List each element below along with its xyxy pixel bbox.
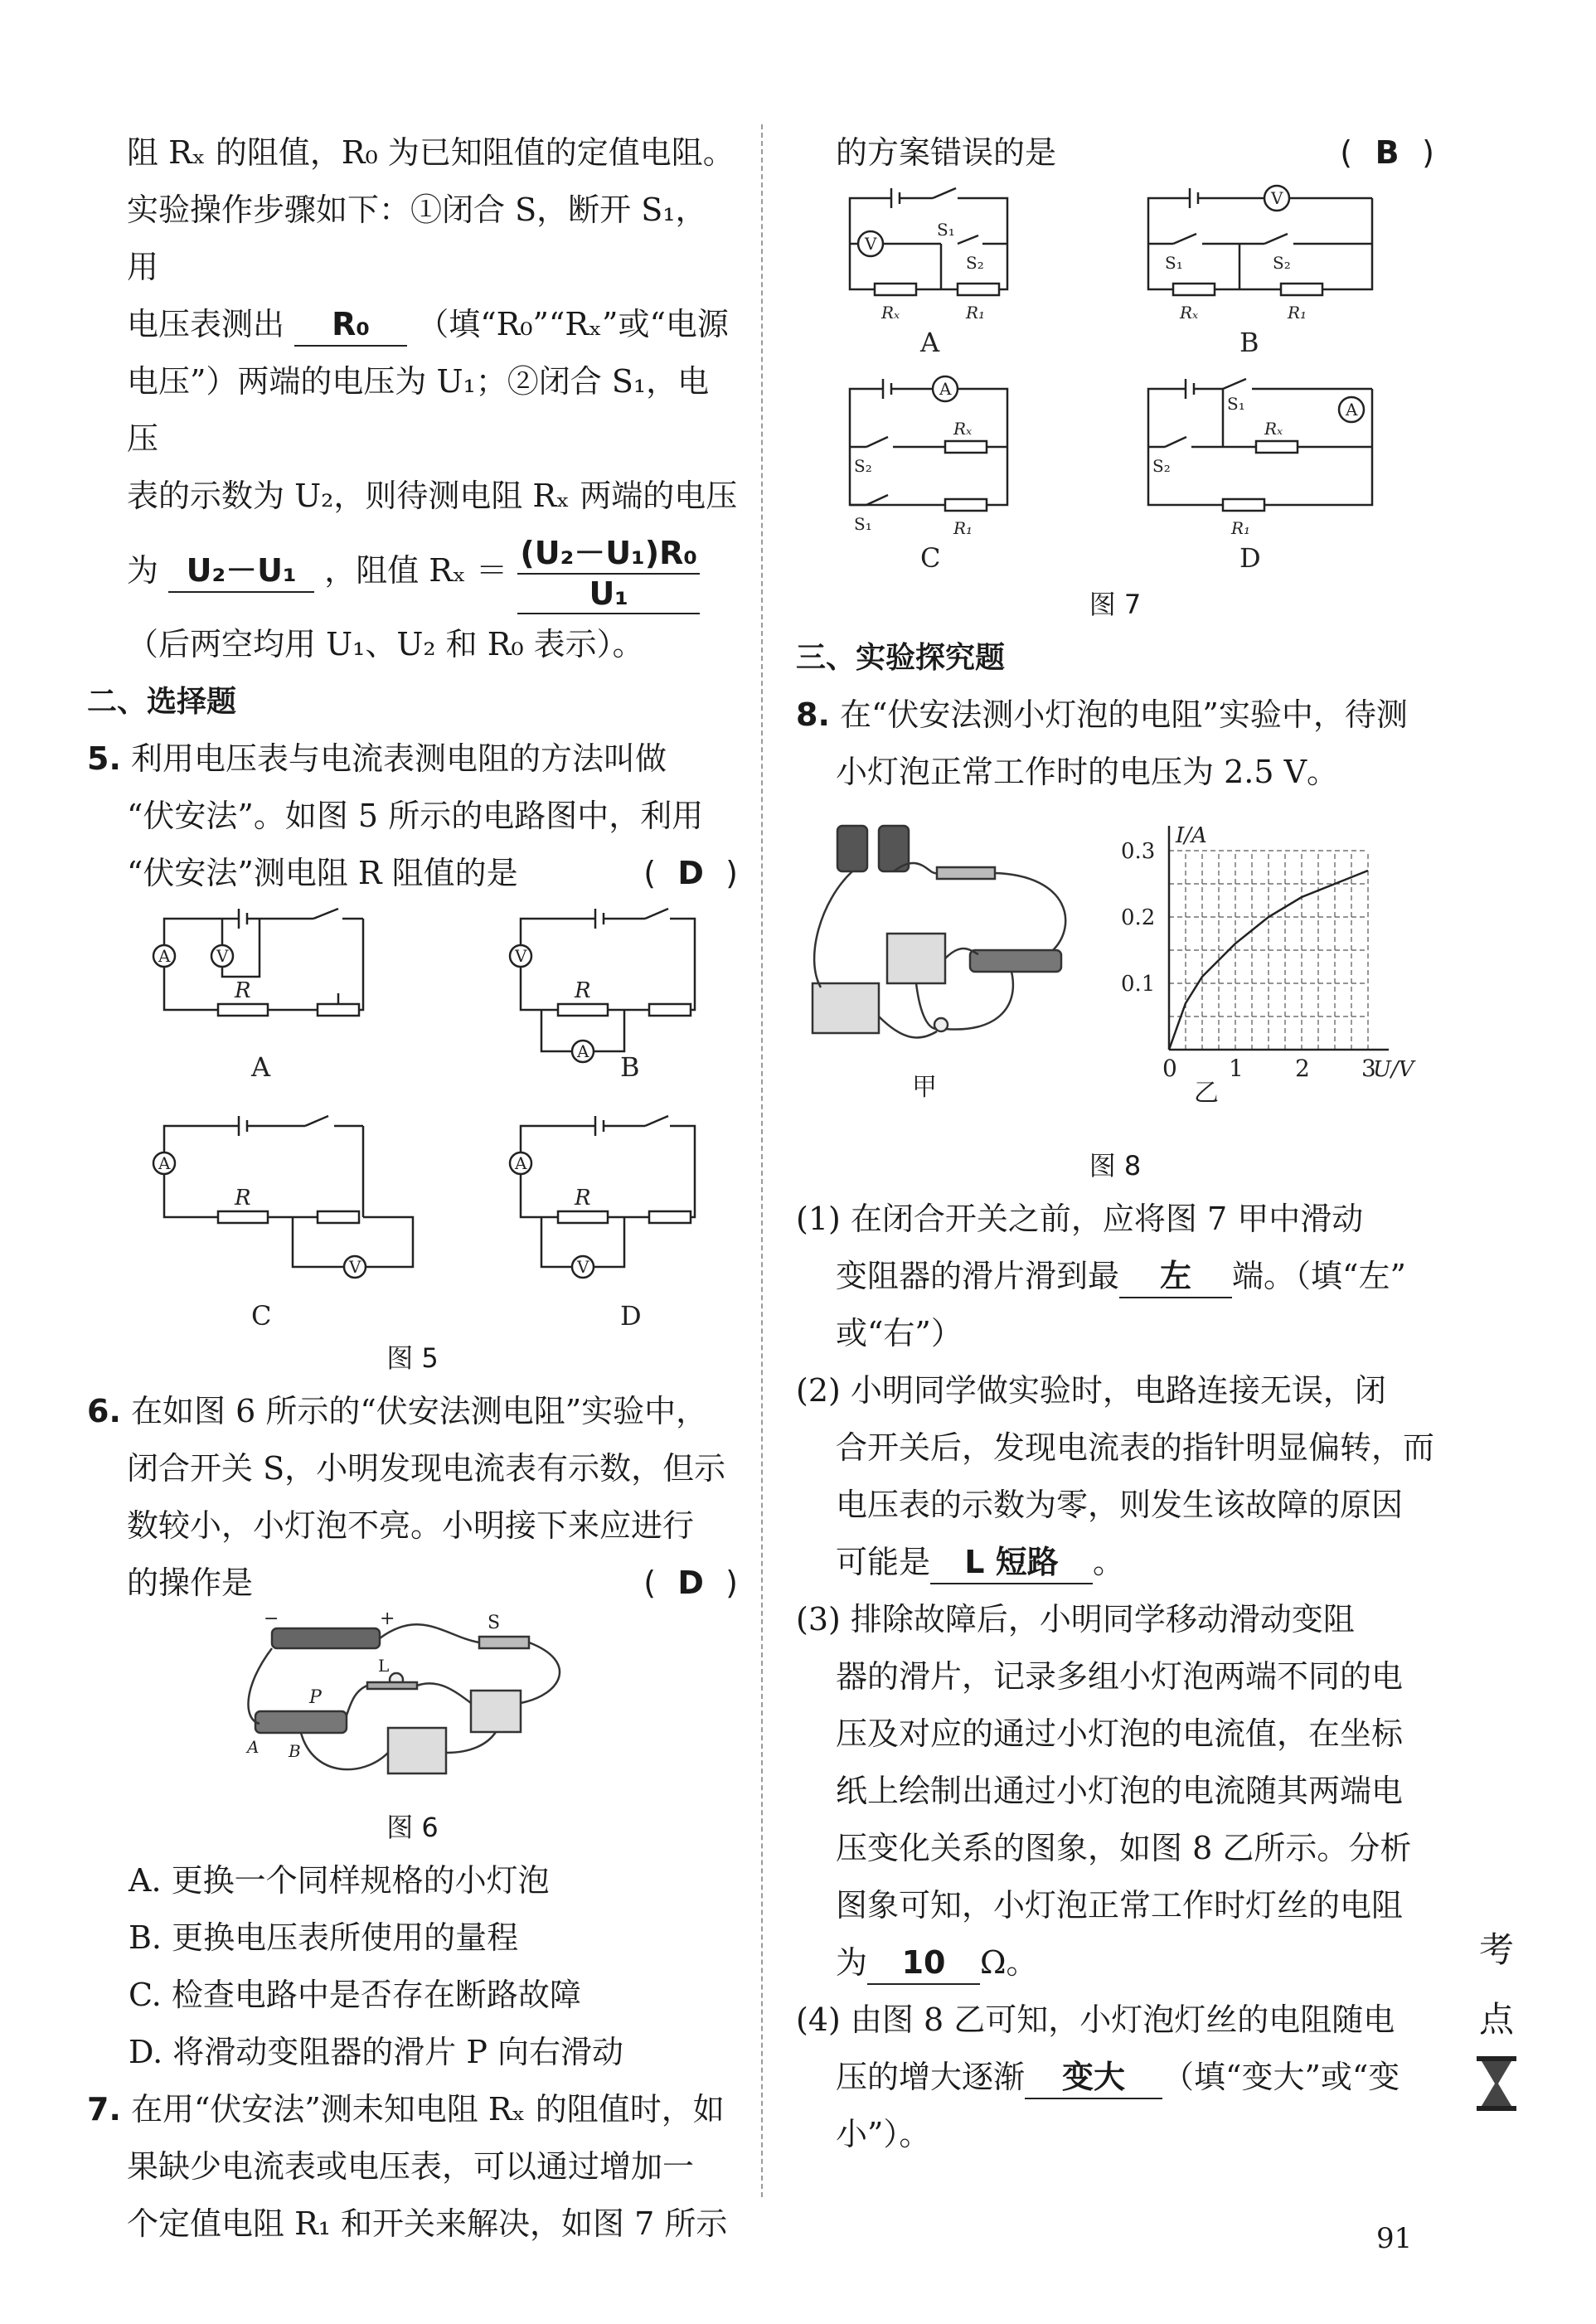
q5-text: 利用电压表与电流表测电阻的方法叫做 <box>130 740 667 777</box>
q4-line <box>87 525 738 616</box>
frac-numerator: (U₂－U₁)R₀ <box>520 534 697 571</box>
fig5-label-d: D <box>619 1300 642 1332</box>
q8-text: 可能是 <box>836 1544 931 1580</box>
q8-text: 在“伏安法测小灯泡的电阻”实验中，待测 <box>839 696 1408 733</box>
q8-4-line: (4) 由图 8 乙可知，小灯泡灯丝的电阻随电 <box>796 2001 1395 2038</box>
q7-text: 的方案错误的是 <box>836 134 1057 171</box>
svg-text:Rₓ: Rₓ <box>1264 419 1283 439</box>
x-tick-label: 2 <box>1295 1055 1310 1082</box>
svg-text:R: R <box>574 1186 591 1211</box>
svg-text:−: − <box>263 1612 279 1629</box>
svg-text:A: A <box>158 946 170 966</box>
q8-4-line <box>796 2049 1434 2106</box>
side-tab-char: 考 <box>1478 1929 1514 1970</box>
fig7-circuit-c <box>850 376 1007 538</box>
q7-line: 果缺少电流表或电压表，可以通过增加一 <box>127 2148 695 2185</box>
svg-text:S₁: S₁ <box>1227 394 1245 414</box>
figure-5 <box>114 902 711 1333</box>
svg-text:A: A <box>514 1153 526 1173</box>
q8-text: 端。（填“左” <box>1232 1258 1406 1294</box>
fig5-circuit-a <box>153 909 363 1016</box>
fig7-label-d: D <box>1239 542 1261 574</box>
svg-text:R: R <box>234 1186 251 1211</box>
svg-text:S₁: S₁ <box>937 220 955 240</box>
q5-answer: ( D ) <box>643 845 738 902</box>
svg-text:V: V <box>1271 188 1283 208</box>
svg-text:R₁: R₁ <box>1288 303 1307 323</box>
hourglass-icon <box>1473 2055 1520 2113</box>
svg-text:A: A <box>158 1153 170 1173</box>
q8-text: （填“变大”或“变 <box>1162 2059 1400 2095</box>
q4-text: ，阻值 Rₓ ＝ <box>324 552 508 589</box>
q6-line <box>87 1383 738 1440</box>
q6-option-d: D. 将滑动变阻器的滑片 P 向右滑动 <box>129 2034 623 2070</box>
q4-text: 电压表测出 <box>127 306 285 342</box>
figure-7 <box>833 182 1397 580</box>
svg-text:A: A <box>1346 400 1358 420</box>
section-2-title: 二、选择题 <box>87 685 237 719</box>
q8-3-line: (3) 排除故障后，小明同学移动滑动变阻 <box>796 1601 1355 1637</box>
y-axis-label: I/A <box>1176 823 1207 848</box>
svg-text:A: A <box>246 1737 259 1757</box>
q6-option-b: B. 更换电压表所使用的量程 <box>129 1919 519 1956</box>
y-tick-label: 0.3 <box>1121 839 1156 864</box>
q8-line: 小灯泡正常工作时的电压为 2.5 V。 <box>836 754 1339 790</box>
svg-text:R: R <box>574 978 591 1003</box>
fig7-label-a: A <box>920 327 940 358</box>
q5-line <box>87 845 738 902</box>
svg-text:Rₓ: Rₓ <box>1180 303 1199 323</box>
q5-line <box>87 730 738 788</box>
side-tab-char: 点 <box>1478 1999 1514 2040</box>
fig8-sub-a: 甲 <box>912 1073 937 1102</box>
q6-text: 的操作是 <box>127 1565 254 1601</box>
q4-text: 为 <box>127 552 159 589</box>
fig8-apparatus <box>804 818 1103 1108</box>
y-tick-label: 0.1 <box>1121 972 1156 997</box>
fig5-circuit-d <box>510 1116 695 1278</box>
q8-3-line: 纸上绘制出通过小灯泡的电流随其两端电 <box>836 1773 1404 1809</box>
svg-text:Rₓ: Rₓ <box>881 303 900 323</box>
q8-2-line: 合开关后，发现电流表的指针明显偏转，而 <box>836 1429 1435 1466</box>
svg-text:V: V <box>348 1257 361 1277</box>
q6-option-a: A. 更换一个同样规格的小灯泡 <box>129 1862 550 1899</box>
answer-blank-1: 左 <box>1119 1255 1232 1298</box>
figure-8 <box>796 801 1434 1141</box>
answer-blank-4: 变大 <box>1025 2056 1162 2099</box>
fig5-label-a: A <box>250 1051 270 1083</box>
fig7-caption: 图 7 <box>1089 589 1142 620</box>
q5-number: 5. <box>87 740 121 777</box>
svg-text:L: L <box>377 1656 389 1676</box>
q8-number: 8. <box>796 696 830 733</box>
answer-blank-3: 10 <box>867 1942 980 1985</box>
fig7-label-c: C <box>920 542 941 574</box>
fig8-iu-chart <box>1119 801 1418 1116</box>
fig5-label-c: C <box>250 1300 271 1332</box>
q4-line: 表的示数为 U₂，则待测电阻 Rₓ 两端的电压 <box>127 478 738 514</box>
section-3-title: 三、实验探究题 <box>796 641 1006 675</box>
svg-text:R₁: R₁ <box>1231 518 1251 538</box>
left-column <box>87 0 738 2253</box>
q6-line <box>87 1555 738 1612</box>
q8-text: Ω。 <box>980 1944 1038 1981</box>
q5-answer-value: D <box>677 855 704 891</box>
svg-text:S₂: S₂ <box>1152 456 1171 476</box>
q8-text: 为 <box>836 1944 868 1981</box>
q8-3-line: 压及对应的通过小灯泡的电流值，在坐标 <box>836 1715 1404 1752</box>
q8-3-line: 器的滑片，记录多组小灯泡两端不同的电 <box>836 1658 1404 1695</box>
x-tick-label: 3 <box>1361 1055 1376 1082</box>
svg-text:S₁: S₁ <box>854 514 872 534</box>
q8-1-line <box>796 1248 1434 1305</box>
answer-blank-u: U₂－U₁ <box>168 550 314 593</box>
q8-2-line: (2) 小明同学做实验时，电路连接无误，闭 <box>796 1372 1386 1409</box>
q8-2-line: 电压表的示数为零，则发生该故障的原因 <box>836 1487 1404 1523</box>
answer-fraction <box>517 533 700 614</box>
fig5-circuit-b <box>510 909 695 1062</box>
answer-blank-2: L 短路 <box>930 1541 1093 1584</box>
fig5-caption: 图 5 <box>386 1342 439 1374</box>
q4-line: 阻 Rₓ 的阻值，R₀ 为已知阻值的定值电阻。 <box>127 134 735 171</box>
q6-number: 6. <box>87 1393 121 1429</box>
svg-text:+: + <box>379 1612 395 1629</box>
svg-text:V: V <box>514 946 526 966</box>
x-tick-label: 1 <box>1229 1055 1244 1082</box>
q8-3-line <box>796 1934 1434 1992</box>
x-tick-label: 0 <box>1162 1055 1177 1082</box>
column-divider <box>761 124 763 2197</box>
svg-text:S₂: S₂ <box>1273 253 1291 273</box>
q8-2-line <box>796 1534 1434 1591</box>
q8-text: 压的增大逐渐 <box>836 2059 1026 2095</box>
answer-blank-r0: R₀ <box>294 303 407 347</box>
svg-text:S₁: S₁ <box>1165 253 1183 273</box>
fig8-sub-b: 乙 <box>1194 1079 1219 1108</box>
q7-text: 在用“伏安法”测未知电阻 Rₓ 的阻值时，如 <box>130 2091 725 2128</box>
q7-line <box>796 124 1434 182</box>
fig8-caption: 图 8 <box>1089 1150 1142 1181</box>
svg-text:R₁: R₁ <box>953 518 973 538</box>
frac-denominator: U₁ <box>517 573 700 613</box>
fig5-circuit-c <box>153 1116 413 1278</box>
q4-line <box>87 296 738 353</box>
svg-text:S: S <box>487 1613 500 1633</box>
q8-1-line: 或“右”） <box>836 1315 963 1351</box>
q8-text: 变阻器的滑片滑到最 <box>836 1258 1120 1294</box>
svg-text:V: V <box>576 1257 589 1277</box>
svg-text:A: A <box>576 1041 589 1061</box>
q8-1-line: (1) 在闭合开关之前，应将图 7 甲中滑动 <box>796 1201 1364 1237</box>
q4-text: （填“R₀”“Rₓ”或“电源 <box>417 306 729 342</box>
q8-line <box>796 687 1434 744</box>
q7-answer-value: B <box>1375 134 1400 171</box>
q6-option-c: C. 检查电路中是否存在断路故障 <box>129 1977 581 2013</box>
q8-text: 。 <box>1093 1544 1125 1580</box>
figure-6-apparatus <box>239 1612 587 1802</box>
y-tick-label: 0.2 <box>1121 905 1156 930</box>
fig7-circuit-a <box>850 188 1007 323</box>
q4-line: 电压”）两端的电压为 U₁；②闭合 S₁，电压 <box>127 363 710 457</box>
svg-text:V: V <box>865 234 877 254</box>
right-column <box>796 0 1434 2163</box>
q6-line: 闭合开关 S，小明发现电流表有示数，但示 <box>127 1450 726 1487</box>
q8-3-line: 图象可知，小灯泡正常工作时灯丝的电阻 <box>836 1887 1404 1924</box>
q7-line <box>87 2081 738 2138</box>
q4-line: （后两空均用 U₁、U₂ 和 R₀ 表示）。 <box>127 626 644 662</box>
q8-3-line: 压变化关系的图象，如图 8 乙所示。分析 <box>836 1830 1412 1866</box>
svg-text:B: B <box>288 1741 301 1761</box>
fig7-circuit-d <box>1148 379 1372 538</box>
q8-4-line: 小”）。 <box>836 2116 931 2152</box>
svg-text:R: R <box>234 978 251 1003</box>
page-number: 91 <box>1376 2222 1413 2255</box>
fig6-caption: 图 6 <box>386 1812 439 1843</box>
q4-line: 实验操作步骤如下：①闭合 S，断开 S₁，用 <box>127 192 707 285</box>
svg-text:A: A <box>939 379 952 399</box>
q6-answer-value: D <box>677 1565 704 1601</box>
fig7-circuit-b <box>1148 186 1372 323</box>
q6-answer: ( D ) <box>643 1555 738 1612</box>
q6-text: 在如图 6 所示的“伏安法测电阻”实验中， <box>130 1393 708 1429</box>
svg-text:R₁: R₁ <box>966 303 986 323</box>
q6-line: 数较小，小灯泡不亮。小明接下来应进行 <box>127 1507 695 1544</box>
svg-text:Rₓ: Rₓ <box>953 419 973 439</box>
q5-text: “伏安法”测电阻 R 阻值的是 <box>127 855 518 891</box>
fig7-label-b: B <box>1239 327 1259 358</box>
svg-text:S₂: S₂ <box>854 456 872 476</box>
svg-text:V: V <box>216 946 228 966</box>
q7-answer: ( B ) <box>1340 124 1434 182</box>
side-tab <box>1467 1915 1526 2136</box>
svg-text:S₂: S₂ <box>966 253 984 273</box>
q7-line: 个定值电阻 R₁ 和开关来解决，如图 7 所示 <box>127 2205 728 2242</box>
fig5-label-b: B <box>619 1051 640 1083</box>
svg-text:P: P <box>308 1687 322 1708</box>
q5-line: “伏安法”。如图 5 所示的电路图中，利用 <box>127 798 704 834</box>
q7-number: 7. <box>87 2091 121 2128</box>
x-axis-label: U/V <box>1373 1057 1414 1082</box>
